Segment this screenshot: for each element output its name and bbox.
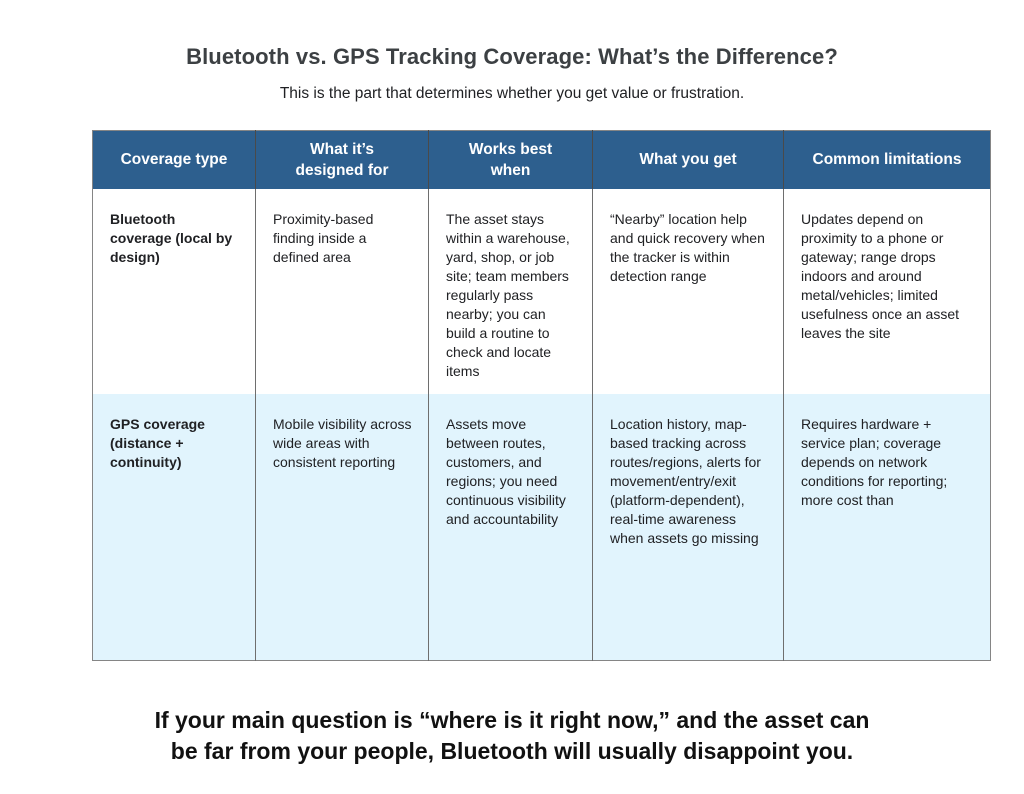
cell-gps-works-best-when: Assets move between routes, customers, and regions; you need continuous visibility and accountability — [429, 394, 593, 661]
cell-bluetooth-designed-for: Proximity-based finding inside a defined area — [256, 189, 429, 394]
page-title: Bluetooth vs. GPS Tracking Coverage: What’s the Difference? — [186, 44, 838, 69]
takeaway-statement — [0, 705, 1024, 767]
cell-gps-common-limitations: Requires hardware + service plan; coverage depends on network conditions for reporting; more cost than — [801, 415, 948, 508]
cell-bluetooth-common-limitations: Updates depend on proximity to a phone or gateway; range drops indoors and around metal/vehicles; limited usefulness once an asset leaves the site — [801, 210, 959, 341]
table-header-row — [93, 131, 991, 189]
takeaway-line-2: be far from your people, Bluetooth will usually disappoint you. — [170, 738, 854, 764]
column-header-designed-for: What it’s designed for — [256, 131, 429, 189]
page-subtitle: This is the part that determines whether you get value or frustration. — [279, 85, 745, 102]
cell-gps-coverage-type: GPS coverage (distance + continuity) — [93, 394, 256, 661]
column-header-works-best-when: Works best when — [429, 131, 593, 189]
cell-bluetooth-what-you-get: “Nearby” location help and quick recovery when the tracker is within detection range — [593, 189, 784, 394]
cell-gps-designed-for: Mobile visibility across wide areas with consistent reporting — [256, 394, 429, 661]
coverage-comparison-table — [92, 130, 991, 661]
table-row-bluetooth — [93, 189, 991, 394]
column-header-what-you-get: What you get — [593, 131, 784, 189]
table-row-gps — [93, 394, 991, 661]
cell-bluetooth-works-best-when: The asset stays within a warehouse, yard, shop, or job site; team members regularly pass nearby; you can build a routine to check and locate items — [429, 189, 593, 394]
cell-gps-what-you-get: Location history, map-based tracking across routes/regions, alerts for movement/entry/exit (platform-dependent), real-time awareness when assets go missing — [593, 394, 784, 661]
column-header-common-limitations: Common limitations — [784, 131, 991, 189]
takeaway-line-1: If your main question is “where is it right now,” and the asset can — [154, 707, 870, 733]
cell-bluetooth-coverage-type: Bluetooth coverage (local by design) — [93, 189, 256, 394]
column-header-coverage-type: Coverage type — [93, 131, 256, 189]
